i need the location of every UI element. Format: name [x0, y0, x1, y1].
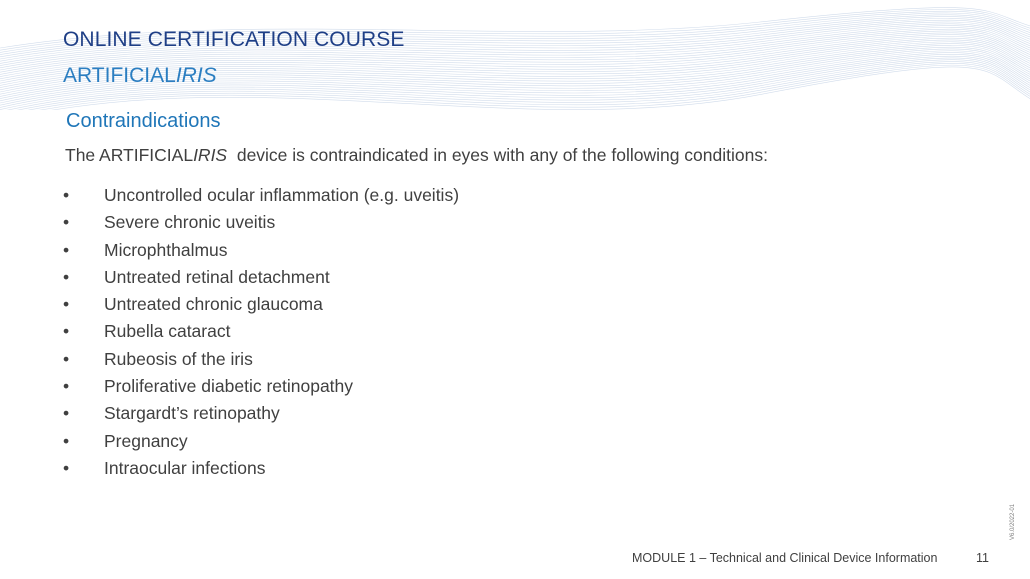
list-item	[63, 373, 459, 400]
list-item-text: Severe chronic uveitis	[104, 212, 276, 233]
list-item-text: Intraocular infections	[104, 457, 266, 478]
list-item-text: Stargardt’s retinopathy	[104, 403, 280, 424]
list-item	[63, 237, 459, 264]
list-item	[63, 455, 459, 482]
list-item-text: Rubella cataract	[104, 321, 231, 342]
bullet-icon: •	[63, 430, 70, 451]
list-item	[63, 346, 459, 373]
wave-decoration	[0, 0, 1030, 110]
bullet-icon: •	[63, 266, 70, 287]
list-item-text: Uncontrolled ocular inflammation (e.g. uveitis)	[104, 185, 460, 205]
bullet-icon: •	[63, 212, 70, 233]
list-item-text: Untreated retinal detachment	[104, 266, 330, 287]
bullet-icon: •	[63, 348, 70, 369]
bullet-icon: •	[63, 403, 70, 424]
bullet-icon: •	[63, 294, 70, 315]
list-item	[63, 182, 459, 209]
intro-text-italic: IRIS	[193, 145, 228, 165]
bullet-icon: •	[63, 185, 70, 205]
footer-module-label: MODULE 1 – Technical and Clinical Device Information	[632, 551, 938, 565]
list-item	[63, 400, 459, 427]
list-item	[63, 209, 459, 236]
course-title: ONLINE CERTIFICATION COURSE	[63, 28, 405, 51]
list-item-text: Rubeosis of the iris	[104, 348, 253, 369]
list-item-text: Untreated chronic glaucoma	[104, 294, 323, 315]
product-name-plain: ARTIFICIAL	[63, 64, 176, 87]
page-number: 11	[976, 551, 989, 565]
list-item	[63, 264, 459, 291]
bullet-icon: •	[63, 376, 70, 397]
intro-text-after: device is contraindicated in eyes with any of the following conditions:	[227, 145, 768, 165]
product-name-italic: IRIS	[175, 64, 217, 87]
bullet-icon: •	[63, 239, 70, 260]
section-title: Contraindications	[66, 110, 221, 132]
bullet-icon: •	[63, 321, 70, 342]
list-item-text: Proliferative diabetic retinopathy	[104, 376, 354, 397]
document-code: V6.0/2022-01	[1010, 503, 1016, 540]
list-item	[63, 291, 459, 318]
intro-text	[65, 145, 768, 166]
list-item	[63, 428, 459, 455]
bullet-icon: •	[63, 457, 70, 478]
list-item	[63, 318, 459, 345]
product-name	[63, 64, 217, 88]
contraindications-list	[63, 182, 459, 482]
list-item-text: Pregnancy	[104, 430, 188, 451]
list-item-text: Microphthalmus	[104, 239, 228, 260]
intro-text-before: The ARTIFICIAL	[65, 145, 194, 165]
